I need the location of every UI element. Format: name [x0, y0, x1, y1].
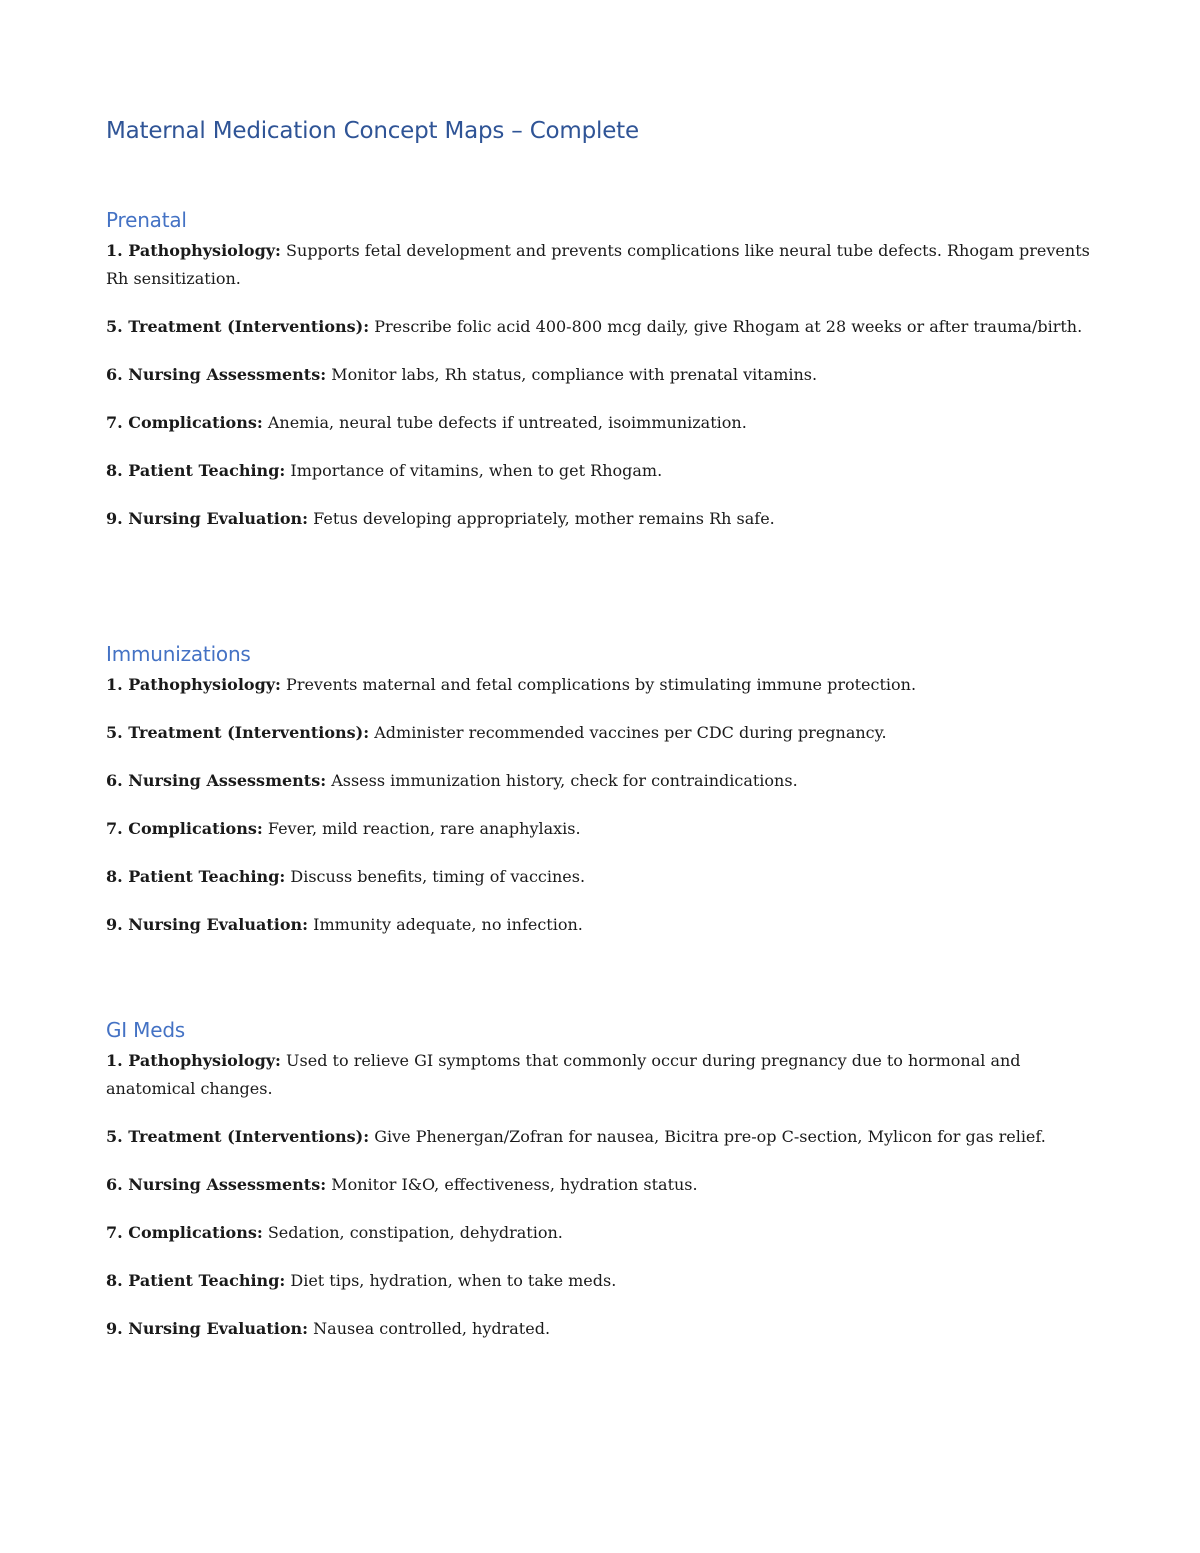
- entry-label: 9. Nursing Evaluation:: [106, 915, 309, 934]
- entry-patient-teaching: [106, 457, 1101, 485]
- entry-pathophysiology: [106, 671, 1101, 699]
- entry-label: 1. Pathophysiology:: [106, 1051, 281, 1070]
- entry-nursing-assessments: [106, 361, 1101, 389]
- entry-label: 8. Patient Teaching:: [106, 461, 286, 480]
- entry-text: Used to relieve GI symptoms that commonly occur during pregnancy due to hormonal and anatomical changes.: [106, 1051, 1021, 1098]
- entry-text: Fever, mild reaction, rare anaphylaxis.: [267, 819, 581, 838]
- entry-text: Diet tips, hydration, when to take meds.: [290, 1271, 617, 1290]
- entry-complications: [106, 409, 1101, 437]
- entry-label: 5. Treatment (Interventions):: [106, 317, 370, 336]
- entry-label: 6. Nursing Assessments:: [106, 771, 327, 790]
- entry-text: Give Phenergan/Zofran for nausea, Bicitra pre-op C-section, Mylicon for gas relief.: [374, 1127, 1046, 1146]
- entry-label: 7. Complications:: [106, 413, 263, 432]
- entry-label: 7. Complications:: [106, 819, 263, 838]
- section-gi-meds: [106, 1013, 1101, 1363]
- entry-text: Importance of vitamins, when to get Rhogam.: [290, 461, 663, 480]
- entry-pathophysiology: [106, 1047, 1101, 1103]
- entry-complications: [106, 1219, 1101, 1247]
- entry-treatment: [106, 313, 1101, 341]
- entry-text: Anemia, neural tube defects if untreated, isoimmunization.: [267, 413, 747, 432]
- entry-text: Supports fetal development and prevents complications like neural tube defects. Rhogam prevents Rh sensitization.: [106, 241, 1090, 288]
- entry-patient-teaching: [106, 1267, 1101, 1295]
- section-immunizations: [106, 637, 1101, 959]
- section-heading: GI Meds: [106, 1018, 186, 1042]
- entry-complications: [106, 815, 1101, 843]
- entry-patient-teaching: [106, 863, 1101, 891]
- section-heading: Prenatal: [106, 208, 187, 232]
- entry-label: 8. Patient Teaching:: [106, 1271, 286, 1290]
- entry-text: Monitor labs, Rh status, compliance with prenatal vitamins.: [331, 365, 818, 384]
- entry-nursing-assessments: [106, 767, 1101, 795]
- entry-label: 6. Nursing Assessments:: [106, 365, 327, 384]
- entry-text: Nausea controlled, hydrated.: [313, 1319, 551, 1338]
- entry-label: 9. Nursing Evaluation:: [106, 1319, 309, 1338]
- entry-text: Assess immunization history, check for contraindications.: [331, 771, 798, 790]
- entry-text: Fetus developing appropriately, mother remains Rh safe.: [313, 509, 775, 528]
- entry-label: 5. Treatment (Interventions):: [106, 1127, 370, 1146]
- entry-label: 8. Patient Teaching:: [106, 867, 286, 886]
- entry-text: Prevents maternal and fetal complications by stimulating immune protection.: [286, 675, 917, 694]
- entry-text: Immunity adequate, no infection.: [313, 915, 583, 934]
- entry-nursing-assessments: [106, 1171, 1101, 1199]
- entry-text: Monitor I&O, effectiveness, hydration status.: [331, 1175, 698, 1194]
- entry-label: 1. Pathophysiology:: [106, 675, 281, 694]
- entry-text: Discuss benefits, timing of vaccines.: [290, 867, 586, 886]
- entry-nursing-evaluation: [106, 911, 1101, 939]
- section-heading: Immunizations: [106, 642, 251, 666]
- entry-nursing-evaluation: [106, 1315, 1101, 1343]
- entry-label: 7. Complications:: [106, 1223, 263, 1242]
- entry-text: Sedation, constipation, dehydration.: [267, 1223, 563, 1242]
- entry-text: Administer recommended vaccines per CDC during pregnancy.: [374, 723, 887, 742]
- section-prenatal: [106, 203, 1101, 553]
- entry-label: 9. Nursing Evaluation:: [106, 509, 309, 528]
- entry-label: 6. Nursing Assessments:: [106, 1175, 327, 1194]
- entry-label: 5. Treatment (Interventions):: [106, 723, 370, 742]
- entry-label: 1. Pathophysiology:: [106, 241, 281, 260]
- document-title: Maternal Medication Concept Maps – Complete: [106, 118, 639, 144]
- entry-pathophysiology: [106, 237, 1101, 293]
- entry-nursing-evaluation: [106, 505, 1101, 533]
- entry-treatment: [106, 1123, 1101, 1151]
- entry-treatment: [106, 719, 1101, 747]
- entry-text: Prescribe folic acid 400-800 mcg daily, give Rhogam at 28 weeks or after trauma/birth.: [374, 317, 1083, 336]
